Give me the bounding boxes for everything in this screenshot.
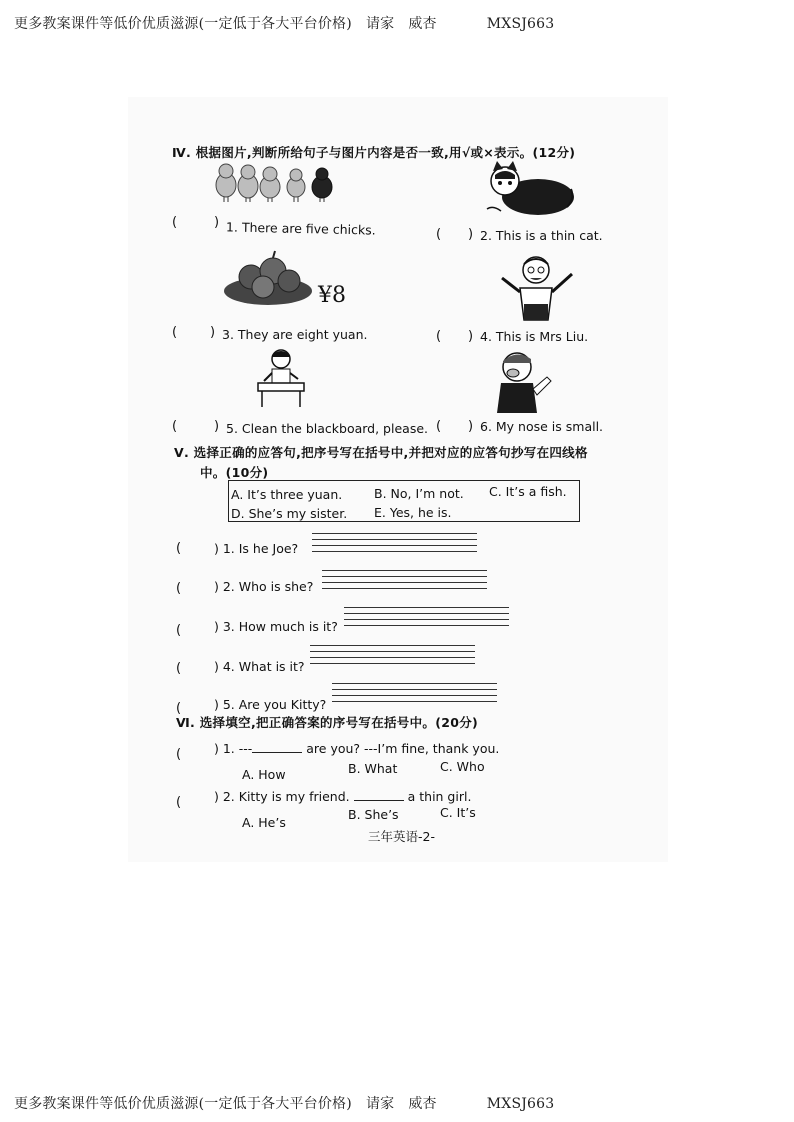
man-nose-picture <box>493 349 553 415</box>
s5-item4-writing-lines[interactable] <box>310 645 475 669</box>
s4-item5-paren-close: ) <box>214 419 220 434</box>
s5-item5-text: ) 5. Are you Kitty? <box>214 697 327 712</box>
s6-q2-suffix: a thin girl. <box>407 789 472 804</box>
s5-item3-text: ) 3. How much is it? <box>214 619 338 634</box>
banner-main-text: 更多教案课件等低价优质滋源(一定低于各大平台价格) <box>14 16 352 32</box>
s4-item4-paren-close: ) <box>468 329 474 344</box>
s4-item3-paren-open: ( <box>172 325 178 340</box>
bottom-banner <box>14 1093 554 1113</box>
choice-e: E. Yes, he is. <box>374 505 452 520</box>
section4-title: Ⅳ. 根据图片,判断所给句子与图片内容是否一致,用√或×表示。(12分) <box>172 145 576 160</box>
s6-q2-prefix: ) 2. Kitty is my friend. <box>214 789 350 804</box>
banner-code: MXSJ663 <box>486 16 555 32</box>
s4-item2-paren-close: ) <box>468 227 474 242</box>
chicks-picture <box>214 159 344 203</box>
banner-contact-name-bottom: 威杏 <box>408 1096 437 1112</box>
s4-item6-paren-close: ) <box>468 419 474 434</box>
s6-q1-prefix: ) 1. --- <box>214 741 253 756</box>
page-number-label: 三年英语-2- <box>368 829 435 844</box>
s5-item3-writing-lines[interactable] <box>344 607 509 631</box>
s6-q2-option-a: A. He’s <box>242 815 286 830</box>
section5-title-line1: Ⅴ. 选择正确的应答句,把序号写在括号中,并把对应的应答句抄写在四线格 <box>174 445 588 460</box>
choice-d: D. She’s my sister. <box>231 506 348 521</box>
s4-item1-text: 1. There are five chicks. <box>225 219 376 238</box>
s4-item1-paren-close: ) <box>214 215 220 230</box>
s5-item5-writing-lines[interactable] <box>332 683 497 707</box>
s4-item3-text: 3. They are eight yuan. <box>222 327 368 342</box>
s4-item2-text: 2. This is a thin cat. <box>480 228 603 243</box>
s5-item1-text: ) 1. Is he Joe? <box>214 541 299 556</box>
s6-q1-option-b: B. What <box>348 761 398 776</box>
s6-q1-suffix: are you? ---I’m fine, thank you. <box>306 741 500 756</box>
s5-item4-text: ) 4. What is it? <box>214 659 305 674</box>
man-pointing-picture <box>498 252 578 327</box>
answer-choices-box <box>228 480 580 522</box>
s6-q2-option-c: C. It’s <box>440 805 476 820</box>
apples-picture <box>223 249 313 307</box>
s6-q1-blank[interactable] <box>252 751 302 753</box>
s5-item2-paren: ( <box>176 581 182 596</box>
s5-item1-writing-lines[interactable] <box>312 533 477 557</box>
banner-contact-name: 威杏 <box>408 16 437 32</box>
boy-cleaning-picture <box>256 347 306 409</box>
s6-q1-paren: ( <box>176 747 182 762</box>
s5-item5-paren: ( <box>176 701 182 716</box>
s5-item2-text: ) 2. Who is she? <box>214 579 314 594</box>
s4-item1-paren-open: ( <box>172 215 178 230</box>
s4-item4-text: 4. This is Mrs Liu. <box>480 329 589 344</box>
choice-a: A. It’s three yuan. <box>231 487 343 502</box>
banner-main-text-bottom: 更多教案课件等低价优质滋源(一定低于各大平台价格) <box>14 1096 352 1112</box>
worksheet-page <box>128 97 668 862</box>
s6-q1-line <box>214 741 499 756</box>
top-banner <box>14 13 554 33</box>
s5-item2-writing-lines[interactable] <box>322 570 487 594</box>
s4-item6-paren-open: ( <box>436 419 442 434</box>
choice-b: B. No, I’m not. <box>374 486 464 501</box>
s4-item6-text: 6. My nose is small. <box>480 419 604 434</box>
fat-cat-picture <box>483 159 578 219</box>
s4-item2-paren-open: ( <box>436 227 442 242</box>
price-label: ¥8 <box>318 283 346 308</box>
s4-item5-text: 5. Clean the blackboard, please. <box>226 421 428 436</box>
choice-c: C. It’s a fish. <box>489 484 567 499</box>
s4-item3-paren-close: ) <box>210 325 216 340</box>
banner-contact-label-bottom: 请家 <box>365 1096 395 1112</box>
banner-code-bottom: MXSJ663 <box>486 1096 555 1112</box>
s4-item5-paren-open: ( <box>172 419 178 434</box>
section6-title: Ⅵ. 选择填空,把正确答案的序号写在括号中。(20分) <box>176 715 479 730</box>
s5-item4-paren: ( <box>176 661 182 676</box>
banner-contact-label: 请家 <box>365 16 395 32</box>
s5-item3-paren: ( <box>176 623 182 638</box>
section5-title-line2: 中。(10分) <box>200 465 269 480</box>
s6-q1-option-c: C. Who <box>440 759 485 774</box>
s4-item4-paren-open: ( <box>436 329 442 344</box>
s6-q2-blank[interactable] <box>354 799 404 801</box>
s6-q2-option-b: B. She’s <box>348 807 399 822</box>
s5-item1-paren: ( <box>176 541 182 556</box>
s6-q2-paren: ( <box>176 795 182 810</box>
s6-q1-option-a: A. How <box>242 767 286 782</box>
s6-q2-line <box>214 789 471 804</box>
